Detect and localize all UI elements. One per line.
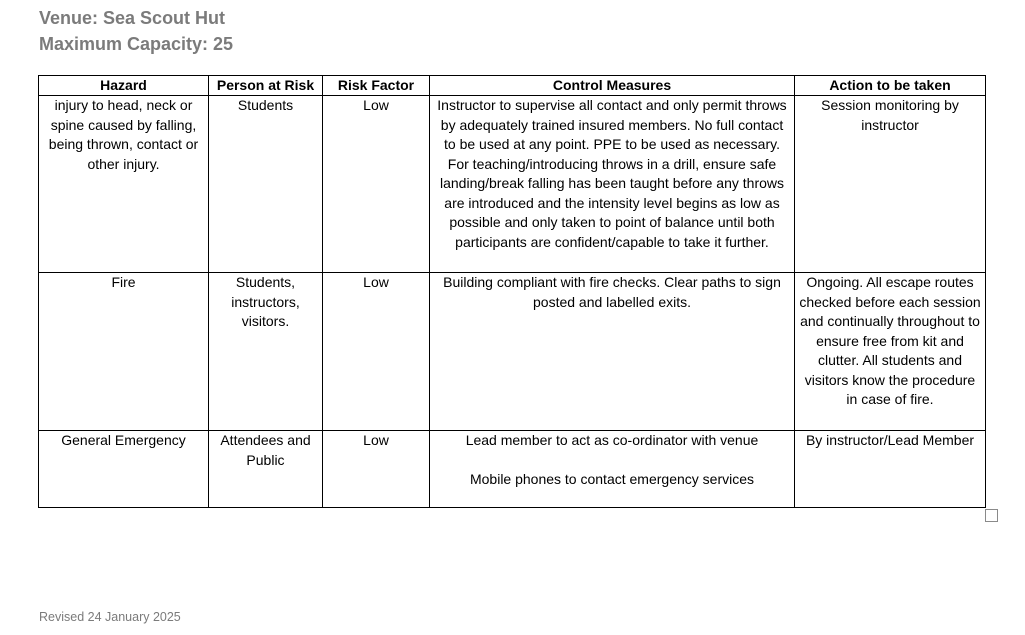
person-at-risk-cell: Students [209,96,323,273]
column-header-control-measures: Control Measures [430,76,795,96]
risk-assessment-table [38,75,986,508]
control-measures-cell [430,431,795,508]
hazard-cell: Fire [39,273,209,431]
control-measure-line: Mobile phones to contact emergency services [469,471,755,487]
control-measure-line: Lead member to act as co-ordinator with venue [465,432,759,448]
column-header-action: Action to be taken [795,76,986,96]
column-header-hazard: Hazard [39,76,209,96]
revision-footer: Revised 24 January 2025 [39,610,181,624]
person-at-risk-cell: Students, instructors, visitors. [209,273,323,431]
capacity-title: Maximum Capacity: 25 [39,34,234,54]
action-cell: Session monitoring by instructor [795,96,986,273]
table-header-row [39,76,986,96]
table-resize-handle[interactable] [985,509,998,522]
action-cell: By instructor/Lead Member [795,431,986,508]
risk-factor-cell: Low [323,96,430,273]
venue-title: Venue: Sea Scout Hut [39,8,226,28]
table-row [39,431,986,508]
control-measures-cell: Building compliant with fire checks. Clear paths to sign posted and labelled exits. [430,273,795,431]
risk-factor-cell: Low [323,431,430,508]
hazard-cell: General Emergency [39,431,209,508]
control-measures-cell: Instructor to supervise all contact and only permit throws by adequately trained insured members. No full contact to be used at any point. PPE to be used as necessary. For teaching/introducing throws in a drill, ensure safe landing/break falling has been taught before any throws are introduced and the intensity level begins as low as possible and only taken to point of balance until both participants are confident/capable to take it further. [430,96,795,273]
hazard-cell: injury to head, neck or spine caused by falling, being thrown, contact or other injury. [39,96,209,273]
table-row [39,273,986,431]
column-header-risk-factor: Risk Factor [323,76,430,96]
action-cell: Ongoing. All escape routes checked before each session and continually throughout to ensure free from kit and clutter. All students and visitors know the procedure in case of fire. [795,273,986,431]
table-row [39,96,986,273]
risk-factor-cell: Low [323,273,430,431]
column-header-person-at-risk: Person at Risk [209,76,323,96]
person-at-risk-cell: Attendees and Public [209,431,323,508]
